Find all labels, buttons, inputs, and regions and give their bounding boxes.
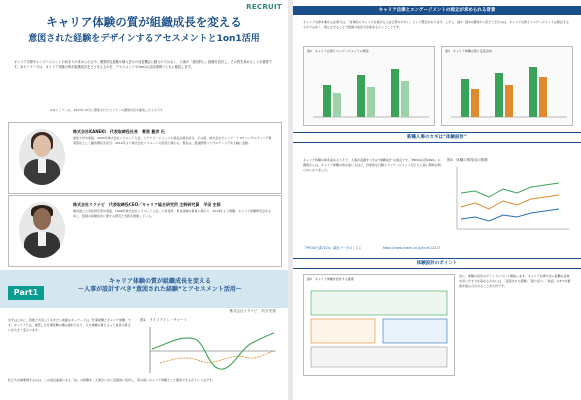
section-heading: 体験設計のポイント <box>293 258 581 269</box>
part-footer-text: 私たちが重要視するのは、この成長曲線にある「谷」の経験を、人事がいかに意図的に設計し、質の高いキャリア体験として提供できるかという点です。 <box>8 378 215 382</box>
speaker-profile <box>8 122 282 194</box>
section-heading: キャリア自律とエンゲージメントの両立が求められる背景 <box>293 6 581 15</box>
speaker-profile <box>8 195 282 267</box>
figure-caption: 図4 体験の質得点の推移 <box>447 158 488 162</box>
figure-caption: 図3 キャリア体験の質と定着意向 <box>445 49 492 53</box>
part-label: Part1 <box>8 286 44 300</box>
figure-panel <box>303 274 455 376</box>
right-page <box>293 0 581 400</box>
figure-caption: 図5 キャリア体験を設計する要素 <box>307 277 354 281</box>
diagram-graphic <box>305 285 453 373</box>
speaker-name: 株式会社リクナビ 代表取締役CEO／キャリア総合研究所 主幹研究員 平田 史郎 <box>73 202 221 207</box>
speaker-photo <box>19 202 65 258</box>
article-title: キャリア体験の質が組織成長を変える <box>46 15 242 29</box>
figure-caption: 図1 ライフライン・チャート <box>140 318 188 322</box>
figure-lifeline-chart <box>140 318 280 378</box>
source-url[interactable]: https://www.riasec.co.jp/hr-dl/12217 <box>382 246 441 250</box>
byline: 株式会社リクナビ 平田 史郎 <box>229 309 276 313</box>
part-title-line2: 〜人事が設計すべき“意図された経験”とアセスメント活用〜 <box>78 286 242 293</box>
section-text: キャリア体験の質を高めるうえで、人事が意識すべきは“体験設計”の視点です。『PROG白書2024』の調査からは、キャリア体験の質が高い人ほど、自律的な行動とエンゲージメントがともに高い傾向が明らかになりました。 <box>303 158 441 172</box>
speaker-bio: 横浜国立大学経済学部卒業後、1998年株式会社リクルート入社。人材採用・育成領域の事業に携わり、2018年より現職。キャリア体験研究会を主宰し、組織の経験設計に関する研究と実践を推進している。 <box>73 209 272 218</box>
source-text: 『PROG白書2024』調査データはこちら <box>303 246 362 250</box>
speaker-name: 株式会社KANEKI 代表取締役社長 菅原 豊彦 氏 <box>73 129 165 134</box>
section-text: キャリア自律を進める企業では、「自律的にキャリアを描ける人ほど辞めやすい」という懸念があります。しかし、図2・図3の調査から見えてきたのは、キャリア自律とエンゲージメントは相反するものではなく、両立させることで組織の成長力が高まるということです。 <box>303 20 569 29</box>
grouped-bar-graphic <box>443 55 571 125</box>
lifeline-curve-graphic <box>140 323 280 377</box>
section-text: 次に、体験の設計のポイントについて解説します。キャリア自律や自ら経験の意味を見いだす力を高めるためには、「意図された経験」「振り返り」「対話」の3つの要素を組み合わせることが大切です。 <box>459 274 571 288</box>
speaker-photo <box>19 129 65 185</box>
article-subtitle: 意図された経験をデザインするアセスメントと1on1活用 <box>28 34 260 44</box>
brand-logo: RECRUIT <box>246 3 282 11</box>
speaker-bio: 愛知大学卒業後、2003年株式会社リクルート入社。リクナビ・ジョッブル商品企画を担当。その後、株式会社キャリア・ア ET コンサルティング事業部長として顧客開拓を担当。2010年より株式会社リクルートの経営に携わる。現在は、組織開発コンサルティングを主軸に活動。 <box>73 136 272 145</box>
part-title <box>60 278 260 294</box>
grouped-bar-graphic <box>305 55 433 125</box>
line-chart-graphic <box>447 163 573 237</box>
editor-note: ※本セミナーは、2025年10月に開催されたセミナーの講演内容を編集したものです <box>50 108 163 112</box>
section-heading: 新職人事のカギは“体験設計” <box>293 132 581 143</box>
source-link[interactable] <box>303 245 440 250</box>
lead-paragraph: キャリア自律やエンゲージメントの高まりが求められる中、偶発的な経験や個人任せの成長機会に頼るのではなく、人事が「意図的に」経験を設計し、その質を高めることが重要です。本セミナーでは、キャリア体験の質が組織成長をどう変えるかを、アセスメントや1on1の活用事例とともに解説します。 <box>14 60 272 70</box>
part-body-text: まずはじめに、皆様と共有しておきたい前提のキーワードは「仕事経験とキャリア体験」です。キャリアとは、連続した仕事経験の積み重ねであり、その体験の質によって成長の度合いが大きく変わります。 <box>8 318 132 332</box>
figure-panel <box>303 46 435 126</box>
part-title-line1: キャリア体験の質が組織成長を変える <box>108 278 211 285</box>
figure-caption: 図2 キャリア自律とエンゲージメントの関係 <box>307 49 369 53</box>
left-page <box>0 0 288 400</box>
figure-line-chart <box>447 158 573 240</box>
figure-panel <box>441 46 573 126</box>
